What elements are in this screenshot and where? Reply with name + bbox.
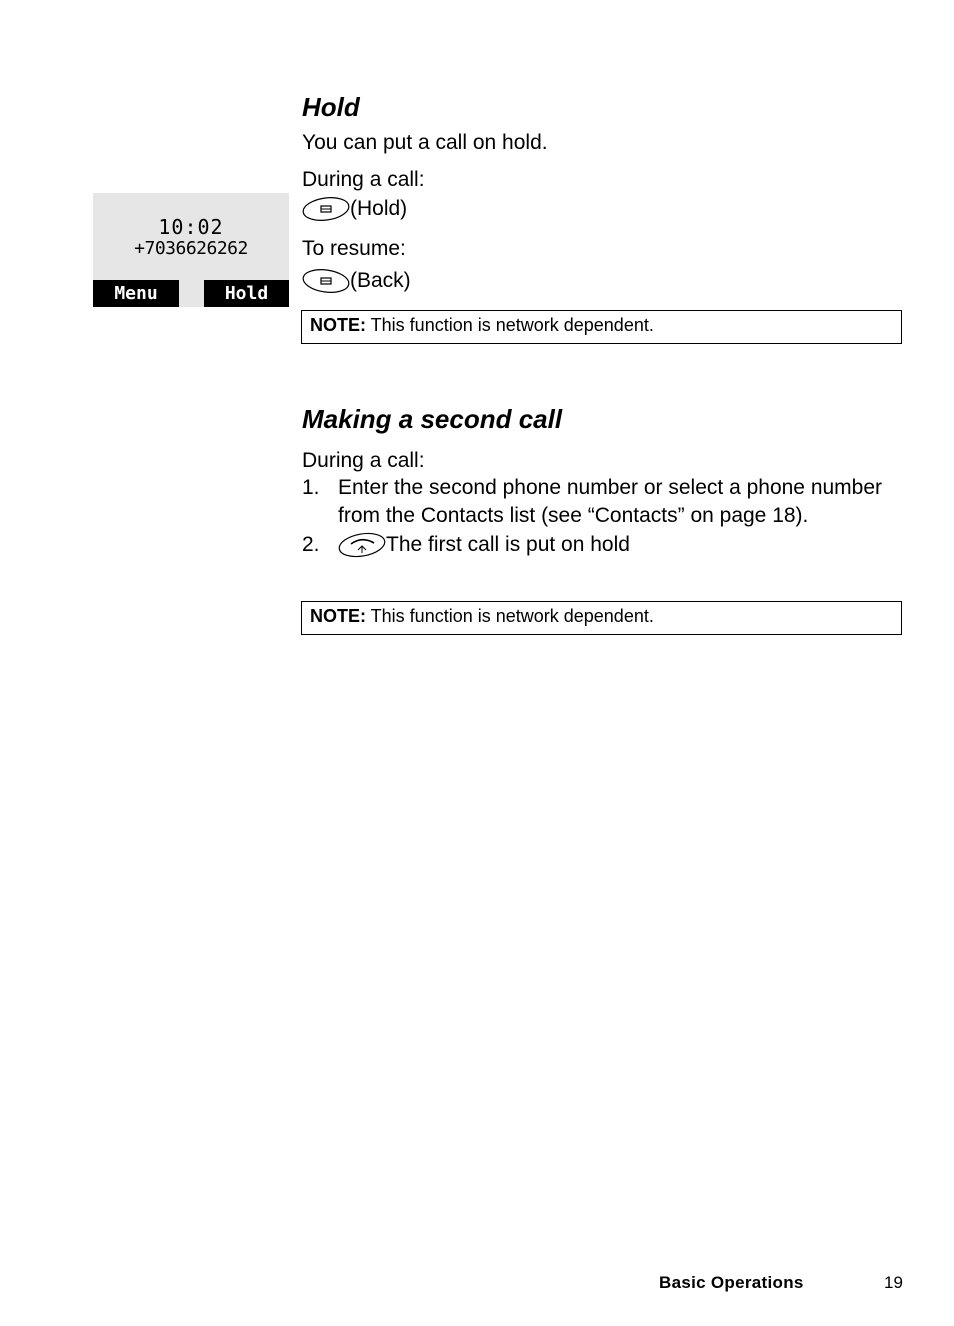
display-number: +7036626262 <box>134 238 248 259</box>
note-label: NOTE: <box>310 315 366 335</box>
hold-key-label: (Hold) <box>350 197 408 221</box>
section-heading-second-call: Making a second call <box>302 404 563 434</box>
resume-label: To resume: <box>302 237 406 260</box>
softkey-icon <box>302 196 350 222</box>
send-call-icon <box>338 532 386 558</box>
softkey-menu: Menu <box>93 280 179 307</box>
step-number: 1. <box>302 476 320 499</box>
note-text: This function is network dependent. <box>366 606 654 626</box>
step-number: 2. <box>302 533 320 556</box>
note-text: This function is network dependent. <box>366 315 654 335</box>
phone-display <box>93 193 289 307</box>
section-heading-hold: Hold <box>302 92 360 122</box>
second-call-steps <box>302 474 902 560</box>
step-item <box>302 474 902 530</box>
display-time: 10:02 <box>158 215 224 239</box>
note-label: NOTE: <box>310 606 366 626</box>
resume-instruction <box>302 268 411 294</box>
back-key-label: (Back) <box>350 269 411 293</box>
step-item <box>302 530 902 560</box>
hold-instruction <box>302 196 407 222</box>
hold-intro: You can put a call on hold. <box>302 131 548 154</box>
softkey-icon <box>302 268 350 294</box>
note-box-second-call <box>301 601 902 635</box>
softkey-hold: Hold <box>204 280 289 307</box>
step-text: Enter the second phone number or select a phone number from the Contacts list (see “Contacts” on page 18). <box>338 476 883 527</box>
note-box-hold <box>301 310 902 344</box>
second-call-during-label: During a call: <box>302 449 425 472</box>
page-number: 19 <box>884 1273 903 1292</box>
step-text: The first call is put on hold <box>386 533 630 556</box>
hold-during-label: During a call: <box>302 168 425 191</box>
footer-section-title: Basic Operations <box>659 1273 804 1292</box>
